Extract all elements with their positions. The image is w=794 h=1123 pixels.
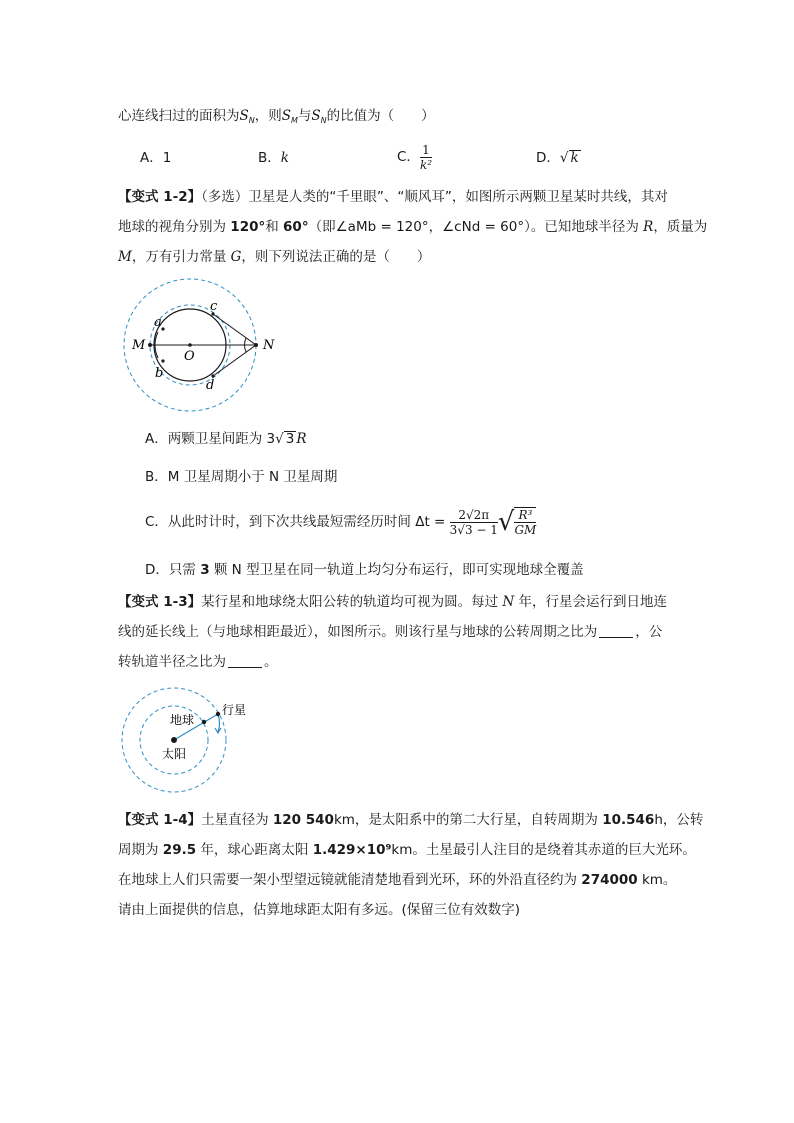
q2-option-c: C．从此时计时，到下次共线最短需经历时间 Δt = $\frac{2√2\pi}{3√3 - 1}$ √ $\frac{\text{R³}}{GM}$ [145,507,537,537]
sqrt-icon: √ [275,431,284,447]
point-o [188,343,192,347]
q2-option-a: A．两颗卫星间距为 3√ 3 R [145,431,307,447]
answer-blank[interactable] [599,623,633,638]
answer-blank[interactable] [228,653,262,668]
tangent-nd [213,345,256,376]
label-planet: 行星 [222,703,247,717]
fraction-r3-gm: $\frac{\text{R³}}{GM}$ [514,508,537,537]
point-n [254,343,258,347]
q2-line-2: 地球的视角分别为 120°和 60°（即∠aMb = 120°，∠cNd = 60°）。已知地球半径为 R，质量为 [118,219,708,235]
label-a: a [154,315,162,330]
orbit-figure [118,686,258,798]
planet-dot [216,712,220,716]
q2-line-1: 【变式 1-2】（多选）卫星是人类的“千里眼”、“顺风耳”，如图所示两颗卫星某时共线，其对 [118,189,668,205]
label-c: c [210,299,218,314]
q3-line-3: 转轨道半径之比为 。 [118,654,278,670]
option-d: D．√ k [536,150,579,166]
point-m [148,343,152,347]
q3-line-1: 【变式 1-3】某行星和地球绕太阳公转的轨道均可视为圆。每过 N 年，行星会运行到日地连 [118,594,667,610]
earth-dot [202,720,206,724]
q2-line-3: M，万有引力常量 G，则下列说法正确的是（ ） [118,249,431,265]
option-a: A．1 [140,150,172,166]
sun-dot [171,737,177,743]
label-d: d [206,378,215,393]
question-continuation: 心连线扫过的面积为$S_N$，则$S_M$与$S_N$的比值为（ ） [118,108,435,125]
option-b: B．k [258,150,289,166]
q2-option-b: B．M 卫星周期小于 N 卫星周期 [145,469,338,485]
q2-option-d: D．只需 3 颗 N 型卫星在同一轨道上均匀分布运行，即可实现地球全覆盖 [145,562,584,578]
label-sun: 太阳 [162,747,187,761]
sqrt-icon: √ [497,507,515,537]
sqrt-icon: √ [559,150,569,166]
q4-line-3: 在地球上人们只需要一架小型望远镜就能清楚地看到光环，环的外沿直径约为 274000 km。 [118,872,677,888]
planet-motion-arrow [218,714,220,732]
q4-line-4: 请由上面提供的信息，估算地球距太阳有多远。(保留三位有效数字) [118,902,521,918]
label-b: b [155,366,164,381]
satellite-figure [118,276,288,416]
label-n: N [263,338,275,353]
q4-line-2: 周期为 29.5 年，球心距离太阳 1.429×10⁹km。土星最引人注目的是绕着其赤道的巨大光环。 [118,842,696,858]
label-o: O [184,349,195,364]
fraction-time: $\frac{2√2\pi}{3√3 - 1}$ [449,507,498,537]
fraction-one-over-k2: $\frac{1}{\text{k²}}$ [419,142,433,172]
q3-line-2: 线的延长线上（与地球相距最近），如图所示。则该行星与地球的公转周期之比为 ，公 [118,624,663,640]
option-c: C． $\frac{1}{\text{k²}}$ [397,142,433,172]
q4-line-1: 【变式 1-4】土星直径为 120 540km，是太阳系中的第二大行星，自转周期为 10.546h，公转 [118,812,704,828]
label-earth: 地球 [170,713,195,727]
tangent-nc [213,314,256,345]
point-a [161,327,164,330]
point-b [161,359,164,362]
label-m: M [132,338,146,353]
